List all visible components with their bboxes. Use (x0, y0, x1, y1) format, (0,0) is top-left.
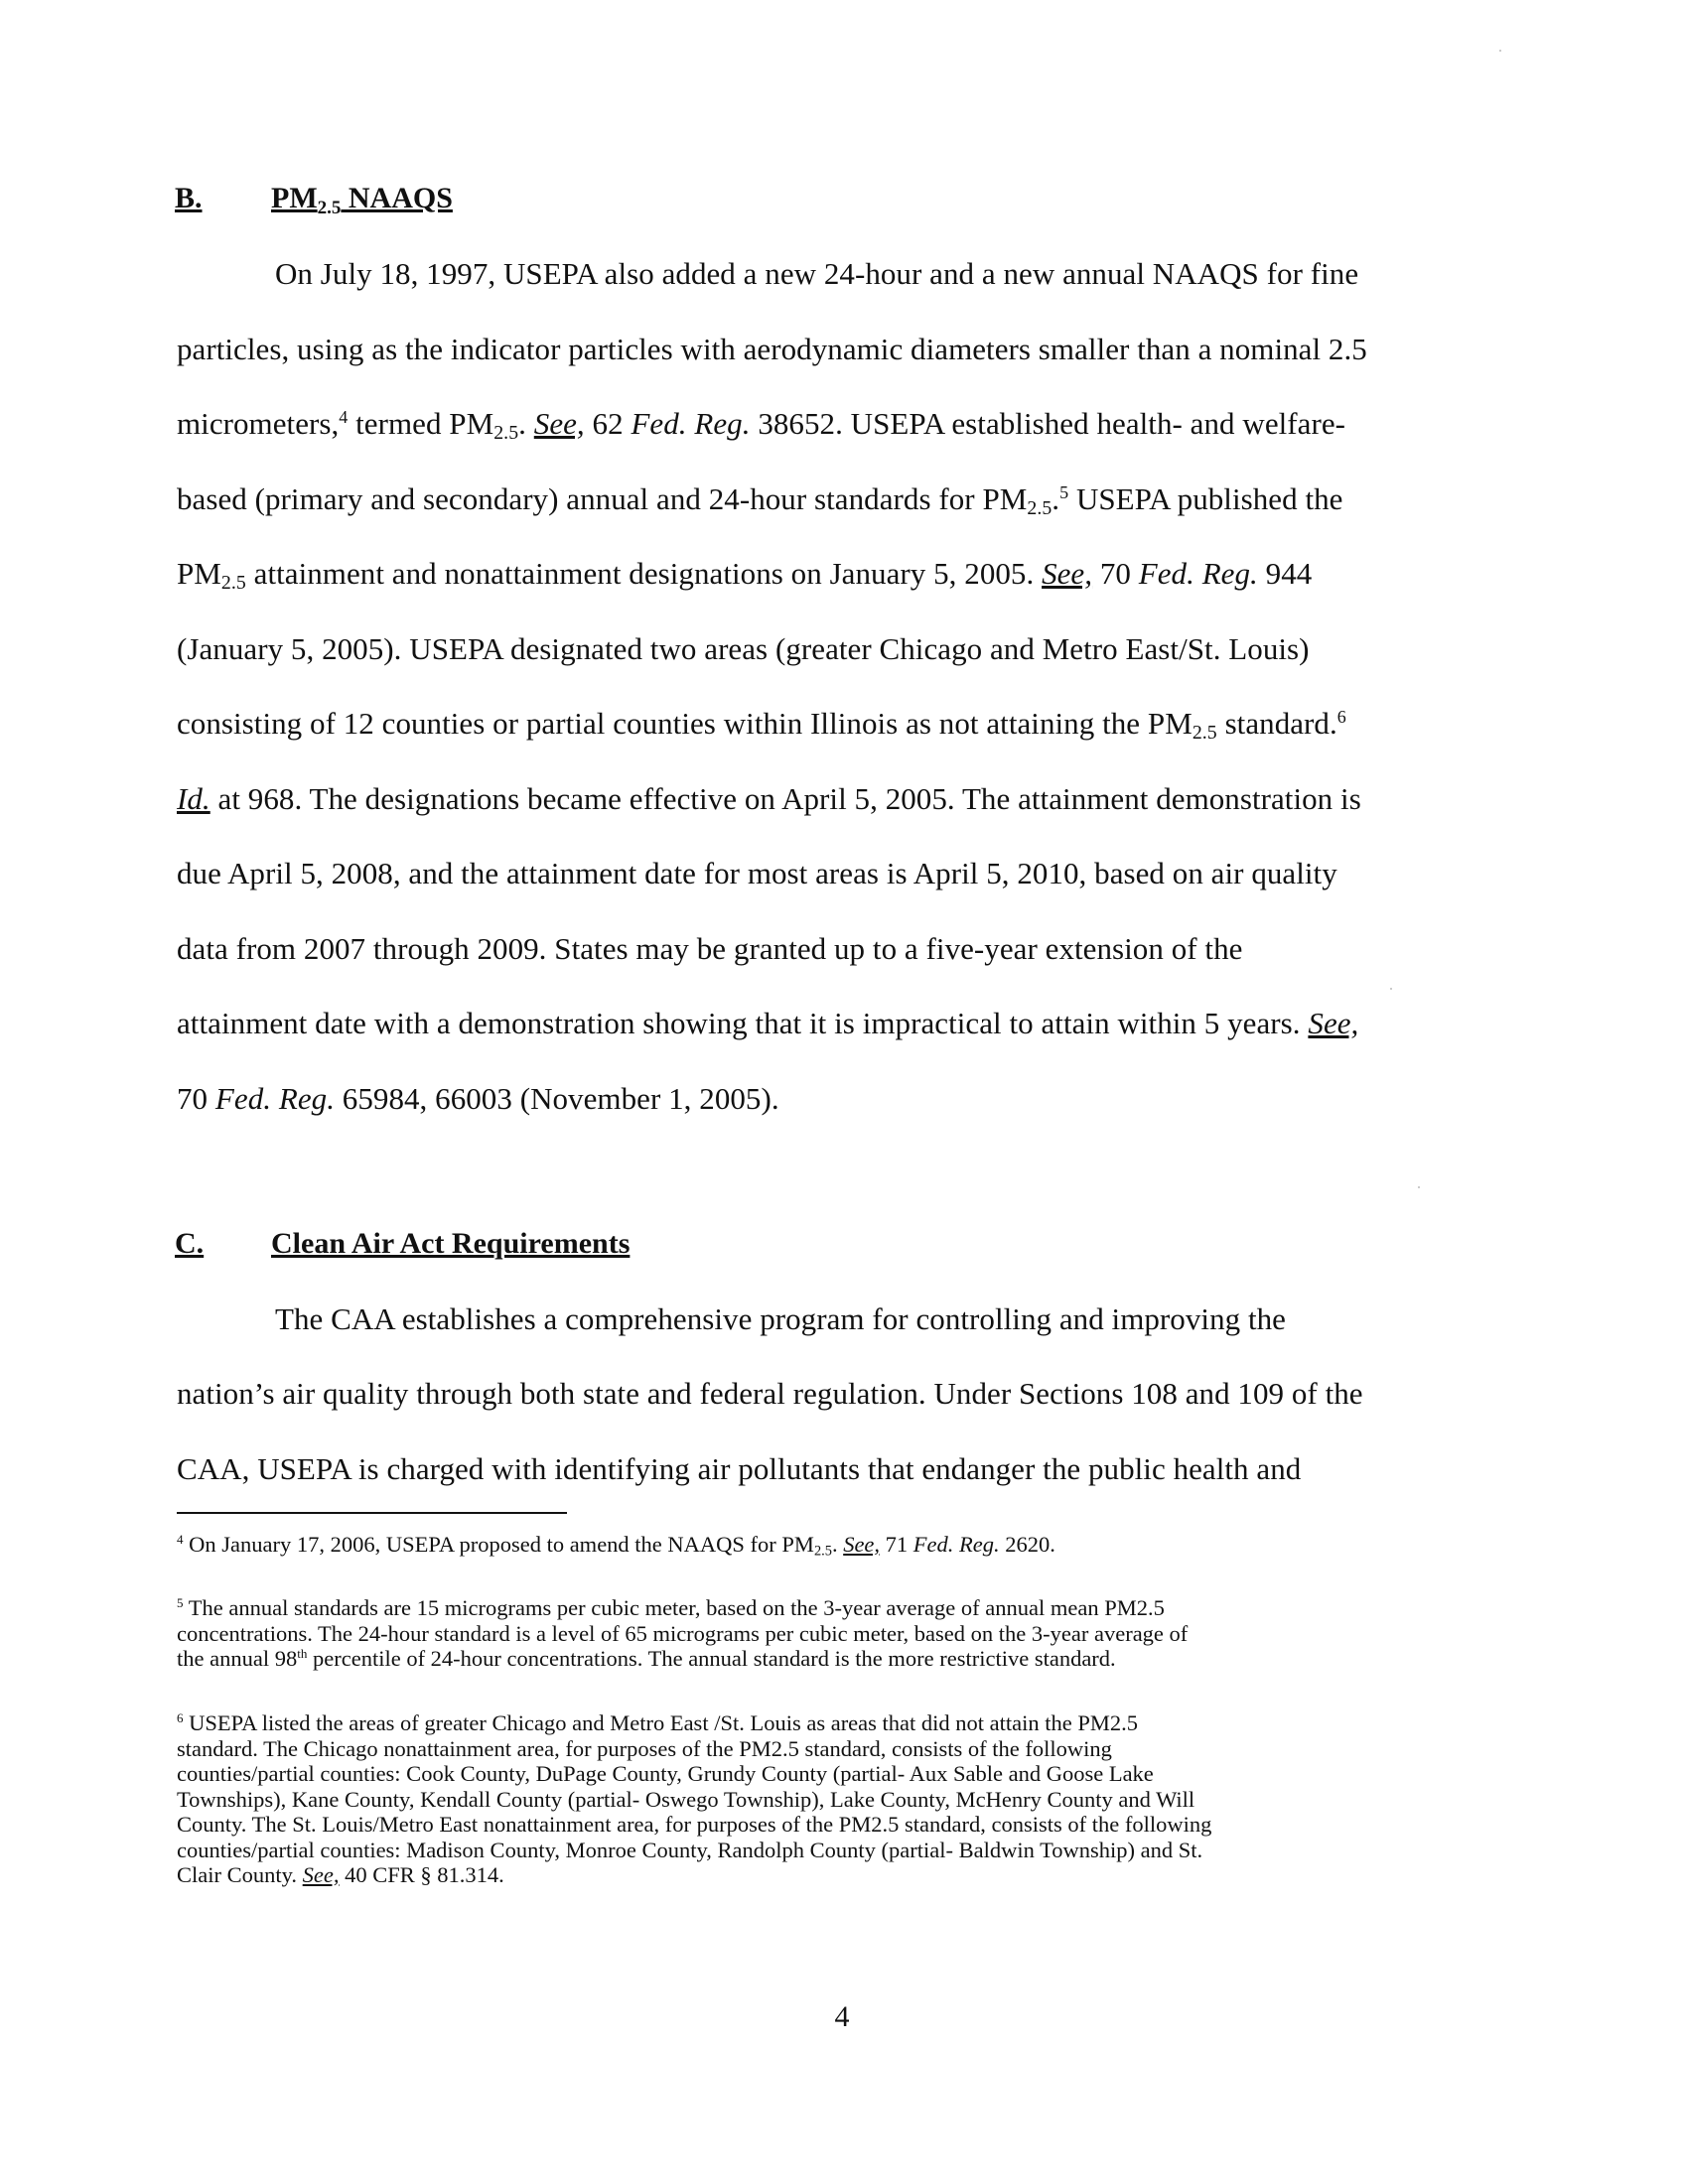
footnote-separator (177, 1512, 567, 1514)
section-b-line-1: On July 18, 1997, USEPA also added a new 24-hour and a new annual NAAQS for fine (275, 256, 1359, 291)
section-b-line-10: data from 2007 through 2009. States may be granted up to a five-year extension of the (177, 931, 1243, 966)
section-b-line-12: 70 Fed. Reg. 65984, 66003 (November 1, 2005). (177, 1081, 779, 1116)
section-b-line-9: due April 5, 2008, and the attainment date for most areas is April 5, 2010, based on air quality (177, 856, 1337, 890)
section-b-line-8: Id. at 968. The designations became effective on April 5, 2005. The attainment demonstration is (177, 781, 1361, 816)
footnote-6: $^6$ USEPA listed the areas of greater Chicago and Metro East /St. Louis as areas that did not attain the PM2.5 standard. The Chicago nonattainment area, for purposes of the PM2.5 standard, consists of the following counties/partial counties: Cook County, DuPage County, Grundy County (partial- Aux Sable and Goose Lake Townships), Kane County, Kendall County (partial- Oswego Township), Lake County, McHenry County and Will County. The St. Louis/Metro East nonattainment area, for purposes of the PM2.5 standard, consists of the following counties/partial counties: Madison County, Monroe County, Randolph County (partial- Baldwin Township) and St. Clair County. See, 40 CFR § 81.314. (177, 1710, 1212, 1887)
section-b-title: $PM_{2.5}$ NAAQS (271, 182, 453, 218)
section-b-label: B. (175, 182, 203, 214)
section-b-line-2: particles, using as the indicator particles with aerodynamic diameters smaller than a nominal 2.5 (177, 332, 1367, 366)
section-b-line-5: $PM_{2.5}$ attainment and nonattainment designations on January 5, 2005. See, 70 Fed. Reg. 944 (177, 556, 1313, 594)
section-b-line-4: based (primary and secondary) annual and 24-hour standards for $PM_{2.5}.^5$ USEPA published the (177, 481, 1343, 519)
section-b-line-3: micrometers,$^4$ termed $PM_{2.5}$. See, 62 Fed. Reg. 38652. USEPA established health- and welfare- (177, 406, 1346, 444)
scan-speck (1390, 988, 1392, 990)
section-c-line-2: nation’s air quality through both state and federal regulation. Under Sections 108 and 109 of the (177, 1376, 1363, 1411)
section-b-line-7: consisting of 12 counties or partial counties within Illinois as not attaining the $PM_{2.5}$ standard.$^6$ (177, 706, 1346, 744)
section-b-line-6: (January 5, 2005). USEPA designated two areas (greater Chicago and Metro East/St. Louis) (177, 631, 1310, 666)
section-c-line-3: CAA, USEPA is charged with identifying air pollutants that endanger the public health and (177, 1451, 1302, 1486)
page-number: 4 (834, 2000, 850, 2033)
see-citation-link: See, (533, 406, 585, 441)
section-c-title: Clean Air Act Requirements (271, 1227, 631, 1260)
section-b-line-11: attainment date with a demonstration showing that it is impractical to attain within 5 years. See, (177, 1006, 1359, 1040)
footnote-5: $^5$ The annual standards are 15 micrograms per cubic meter, based on the 3-year average of annual mean PM2.5 concentrations. The 24-hour standard is a level of 65 micrograms per cubic meter, based on the 3-year average of the annual 98th percentile of 24-hour concentrations. The annual standard is the more restrictive standard. (177, 1595, 1189, 1671)
section-c-line-1: The CAA establishes a comprehensive program for controlling and improving the (275, 1301, 1286, 1336)
footnote-4: $^4$ On January 17, 2006, USEPA proposed to amend the NAAQS for $PM_{2.5}$. See, 71 Fed. Reg. 2620. (177, 1532, 1055, 1560)
scan-speck (1418, 1186, 1420, 1188)
scan-speck (1499, 50, 1501, 52)
section-b-heading (175, 182, 453, 219)
section-c-heading (175, 1227, 630, 1261)
section-c-label: C. (175, 1227, 205, 1260)
